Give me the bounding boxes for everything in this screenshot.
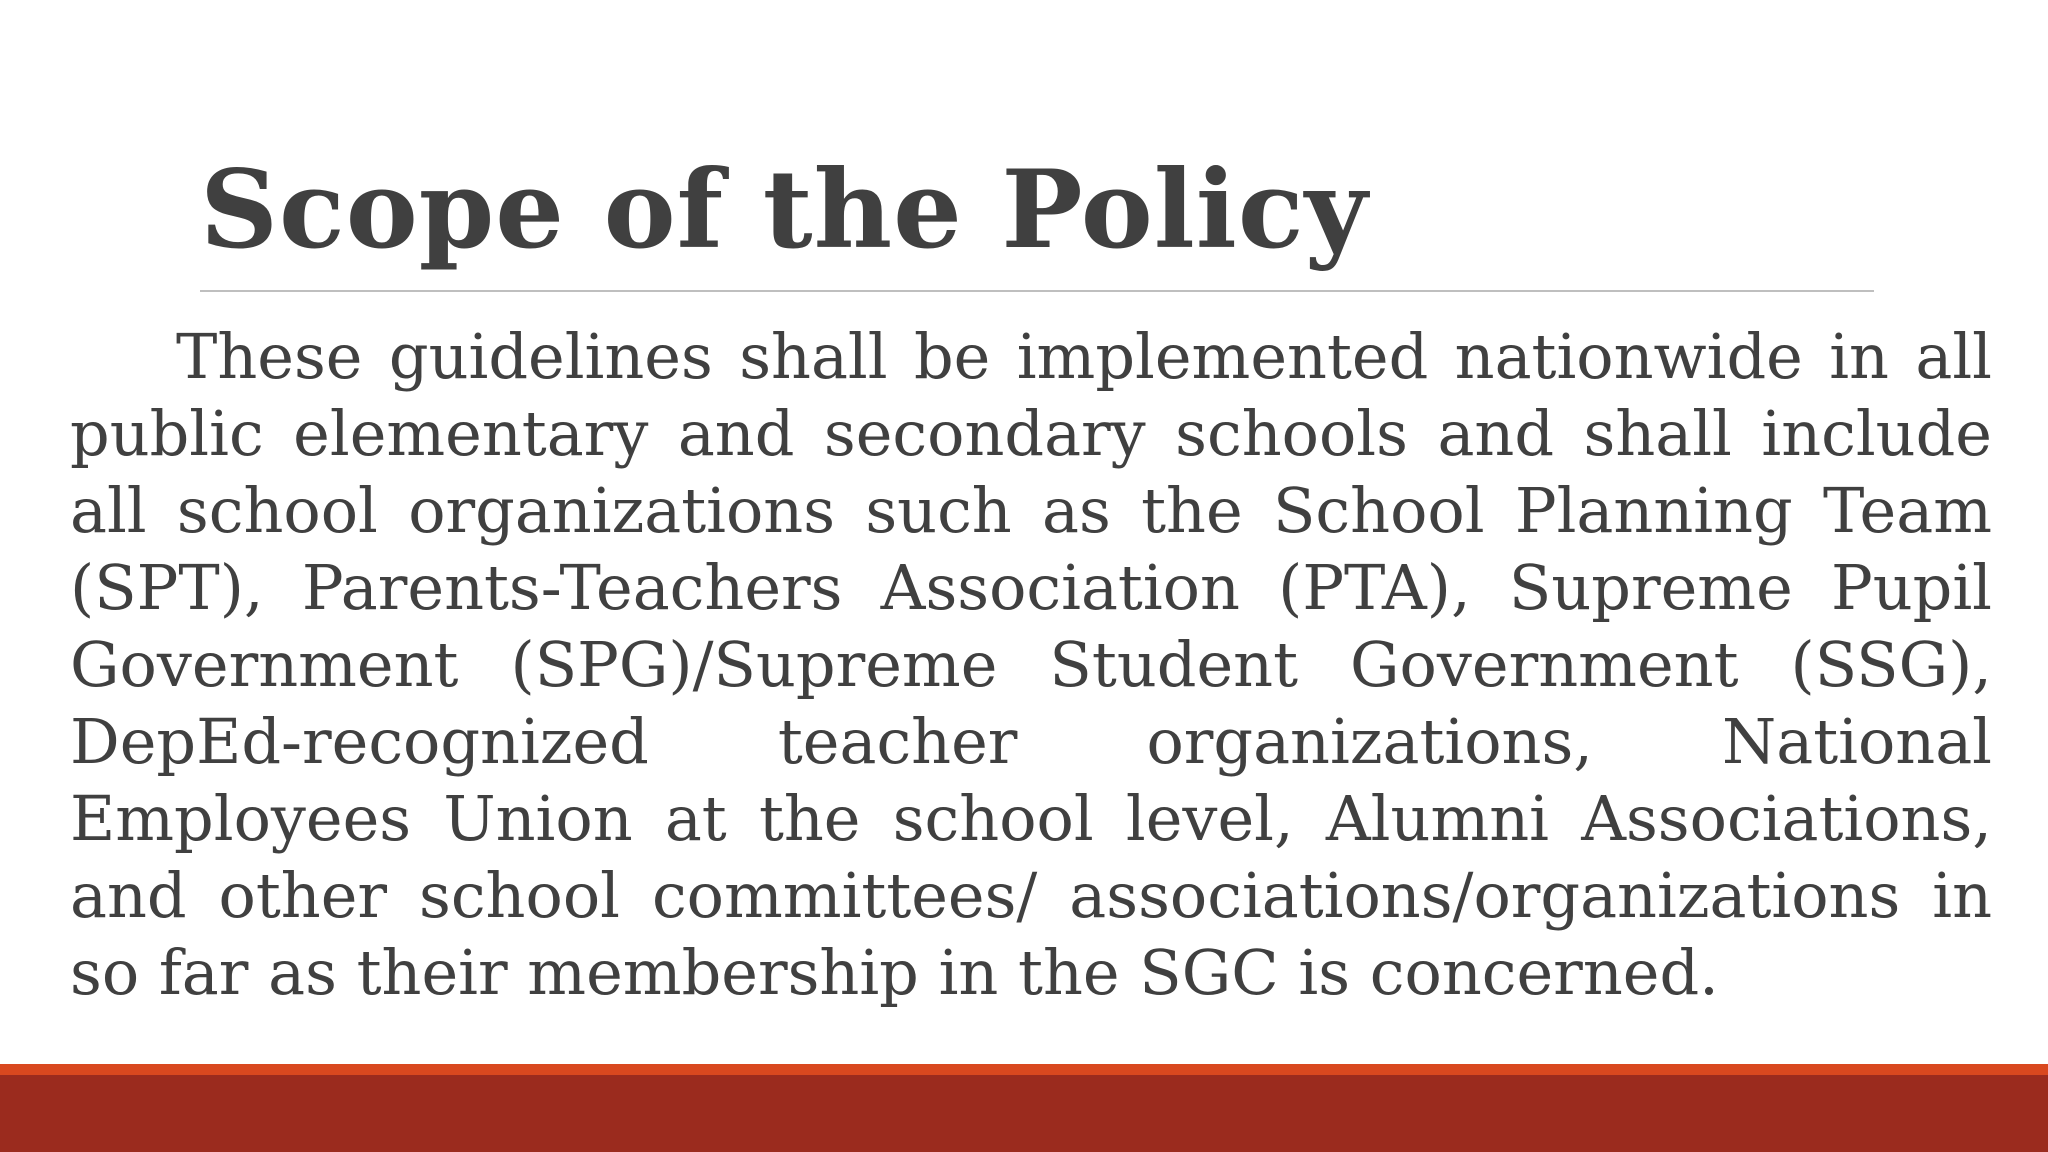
footer-band [0,1075,2048,1152]
footer-accent-stripe [0,1064,2048,1075]
slide-title: Scope of the Policy [200,147,1369,273]
slide-body-text: These guidelines shall be implemented nationwide in all public elementary and secondary schools and shall include all school organizations such as the School Planning Team (SPT), Parents-Teachers Association (PTA), Supreme Pupil Government (SPG)/Supreme Student Government (SSG), DepEd-recognized teacher organizations, National Employees Union at the school level, Alumni Associations, and other school committees/ associations/organizations in so far as their membership in the SGC is concerned. [70,320,1992,1009]
title-divider [200,290,1874,292]
